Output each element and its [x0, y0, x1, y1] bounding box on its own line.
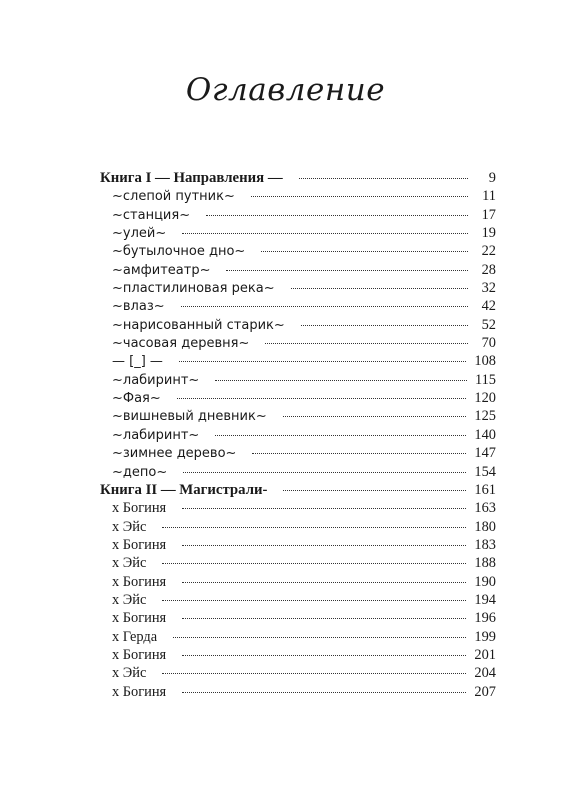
- toc-label: х Эйс: [112, 518, 147, 535]
- toc-label: х Эйс: [112, 555, 147, 572]
- dot-leader: [162, 672, 466, 674]
- toc-entry: [100, 647, 496, 665]
- toc-label: х Богиня: [112, 573, 167, 590]
- toc-entry: [100, 408, 496, 426]
- toc-entry: [100, 353, 496, 371]
- dot-leader: [173, 636, 466, 638]
- toc-label: х Богиня: [112, 500, 167, 517]
- toc-page-number: 196: [474, 610, 496, 627]
- toc-page-number: 147: [474, 445, 496, 462]
- dot-leader: [265, 342, 468, 344]
- toc-label: х Богиня: [112, 646, 167, 663]
- toc-page-number: 161: [474, 481, 496, 498]
- toc-page-number: 70: [481, 335, 496, 352]
- dot-leader: [252, 452, 466, 454]
- toc-entry: [100, 207, 496, 225]
- toc-label: ~зимнее дерево~: [112, 446, 237, 462]
- toc-entry: [100, 610, 496, 628]
- toc-page-number: 154: [474, 463, 496, 480]
- toc-label: х Богиня: [112, 610, 167, 627]
- dot-leader: [182, 507, 466, 509]
- toc-label: ~нарисованный старик~: [112, 317, 285, 333]
- dot-leader: [182, 691, 466, 693]
- toc-entry: [100, 445, 496, 463]
- toc-page-number: 207: [474, 683, 496, 700]
- toc-label: ~бутылочное дно~: [112, 244, 246, 260]
- dot-leader: [182, 544, 466, 546]
- toc-page-number: 140: [474, 426, 496, 443]
- toc-page-number: 163: [474, 500, 496, 517]
- toc-label: ~депо~: [112, 464, 168, 480]
- toc-entry: [100, 684, 496, 702]
- toc-page-number: 42: [481, 298, 496, 315]
- toc-label: х Герда: [112, 628, 158, 645]
- dot-leader: [261, 250, 468, 252]
- dot-leader: [215, 379, 467, 381]
- toc-book-heading: [100, 482, 496, 500]
- dot-leader: [177, 397, 467, 399]
- toc-entry: [100, 317, 496, 335]
- toc-label: Книга II — Магистрали-: [100, 481, 268, 498]
- dot-leader: [283, 489, 466, 491]
- dot-leader: [181, 305, 468, 307]
- toc-page-number: 108: [474, 353, 496, 370]
- dot-leader: [226, 269, 468, 271]
- toc-entry: [100, 519, 496, 537]
- toc-page-number: 28: [481, 261, 496, 278]
- toc-page-number: 52: [481, 316, 496, 333]
- toc-label: х Богиня: [112, 536, 167, 553]
- toc-page-number: 120: [474, 390, 496, 407]
- toc-entry: [100, 665, 496, 683]
- toc-label: х Эйс: [112, 591, 147, 608]
- toc-page-number: 188: [474, 555, 496, 572]
- toc-entry: [100, 225, 496, 243]
- dot-leader: [183, 471, 466, 473]
- dot-leader: [182, 617, 466, 619]
- toc-page-number: 125: [474, 408, 496, 425]
- toc-entry: [100, 280, 496, 298]
- dot-leader: [301, 324, 468, 326]
- toc-entry: [100, 500, 496, 518]
- dot-leader: [162, 599, 466, 601]
- toc-page-number: 17: [481, 206, 496, 223]
- toc-entry: [100, 390, 496, 408]
- dot-leader: [182, 654, 466, 656]
- toc-label: Книга I — Направления —: [100, 170, 283, 186]
- dot-leader: [283, 415, 467, 417]
- toc-label: ~Фая~: [112, 391, 161, 407]
- toc-label: ~слепой путник~: [112, 189, 235, 205]
- toc-entry: [100, 188, 496, 206]
- toc-label: ~лабиринт~: [112, 372, 200, 388]
- dot-leader: [206, 214, 468, 216]
- toc-entry: [100, 335, 496, 353]
- toc-page-number: 22: [481, 243, 496, 260]
- toc-book-heading: [100, 170, 496, 188]
- toc-entry: [100, 555, 496, 573]
- dot-leader: [291, 287, 468, 289]
- table-of-contents: [100, 170, 496, 702]
- dot-leader: [179, 360, 466, 362]
- dot-leader: [162, 526, 466, 528]
- toc-label: ~амфитеатр~: [112, 262, 211, 278]
- toc-entry: [100, 592, 496, 610]
- toc-label: ~влаз~: [112, 299, 165, 315]
- dot-leader: [299, 177, 468, 179]
- toc-page-number: 32: [481, 280, 496, 297]
- toc-label: ~станция~: [112, 207, 191, 223]
- toc-entry: [100, 537, 496, 555]
- toc-page-number: 204: [474, 665, 496, 682]
- toc-label: — [_] —: [112, 354, 163, 370]
- toc-page-number: 183: [474, 536, 496, 553]
- toc-entry: [100, 464, 496, 482]
- toc-page-number: 194: [474, 591, 496, 608]
- toc-page-number: 19: [481, 225, 496, 242]
- dot-leader: [251, 195, 468, 197]
- page-title: Оглавление: [185, 72, 386, 108]
- toc-page-number: 115: [474, 371, 496, 388]
- toc-page-number: 9: [488, 170, 496, 186]
- toc-entry: [100, 298, 496, 316]
- toc-page-number: 199: [474, 628, 496, 645]
- toc-label: ~пластилиновая река~: [112, 281, 275, 297]
- toc-page-number: 190: [474, 573, 496, 590]
- toc-label: ~часовая деревня~: [112, 336, 250, 352]
- toc-page-number: 201: [474, 646, 496, 663]
- dot-leader: [182, 581, 466, 583]
- toc-label: ~вишневый дневник~: [112, 409, 267, 425]
- dot-leader: [162, 562, 466, 564]
- toc-entry: [100, 372, 496, 390]
- toc-label: ~лабиринт~: [112, 427, 200, 443]
- toc-page-number: 180: [474, 518, 496, 535]
- toc-page-number: 11: [482, 188, 496, 205]
- dot-leader: [182, 232, 468, 234]
- toc-entry: [100, 574, 496, 592]
- toc-entry: [100, 243, 496, 261]
- toc-entry: [100, 427, 496, 445]
- toc-entry: [100, 262, 496, 280]
- toc-entry: [100, 629, 496, 647]
- dot-leader: [215, 434, 466, 436]
- toc-label: ~улей~: [112, 226, 167, 242]
- toc-label: х Богиня: [112, 683, 167, 700]
- toc-label: х Эйс: [112, 665, 147, 682]
